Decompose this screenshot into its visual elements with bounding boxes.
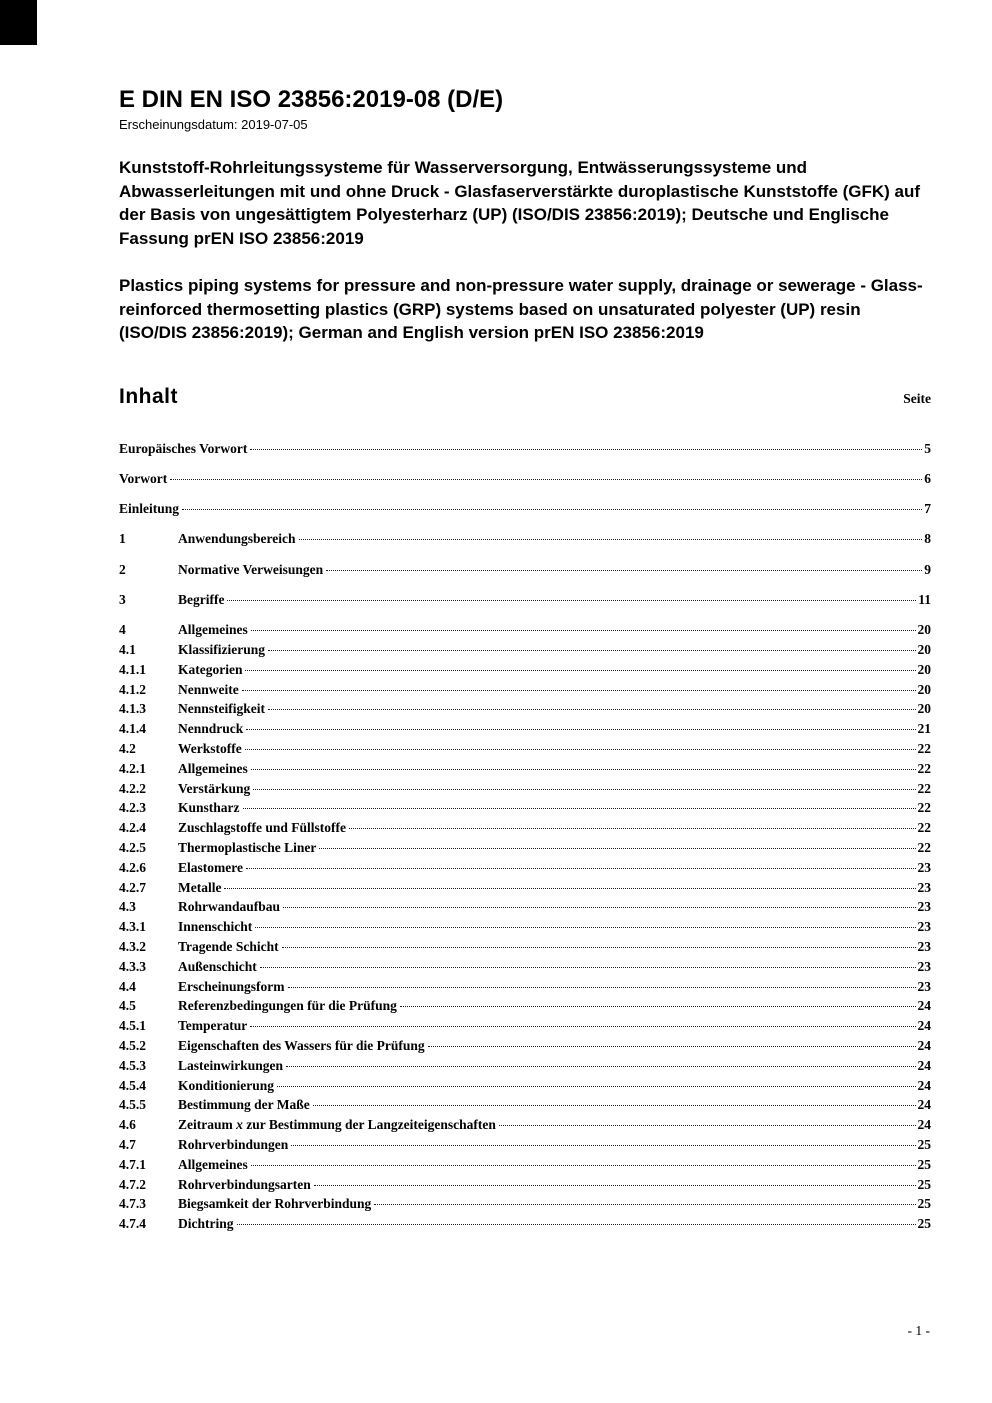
toc-entry-number: 2	[119, 561, 126, 577]
toc-header	[119, 385, 931, 409]
toc-entry-title: Referenzbedingungen für die Prüfung	[178, 998, 397, 1014]
toc-leader-dots	[243, 808, 916, 809]
toc-entry	[119, 798, 931, 818]
toc-entry-page: 23	[917, 958, 931, 974]
toc-entry-page: 20	[917, 681, 931, 697]
toc-entry	[119, 469, 931, 489]
toc-entry-title: Vorwort	[119, 470, 168, 486]
toc-entry	[119, 699, 931, 719]
toc-entry-page: 24	[917, 1117, 931, 1133]
toc-entry	[119, 1135, 931, 1155]
toc-entry-title: Europäisches Vorwort	[119, 440, 248, 456]
toc-entry-page: 22	[917, 780, 931, 796]
toc-leader-dots	[428, 1046, 916, 1047]
toc-entry-title: Verstärkung	[178, 780, 251, 796]
toc-entry	[119, 680, 931, 700]
toc-entry-number: 4.2.6	[119, 859, 146, 875]
toc-entry-title: Zeitraum x zur Bestimmung der Langzeiteigenschaften	[178, 1117, 496, 1133]
toc-entry	[119, 957, 931, 977]
toc-entry-page: 23	[917, 859, 931, 875]
toc-entry-title: Rohrverbindungen	[178, 1137, 289, 1152]
toc-entry-page: 24	[917, 1097, 931, 1113]
toc-entry	[119, 1194, 931, 1214]
toc-leader-dots	[291, 1145, 915, 1146]
toc-entry-number: 1	[119, 531, 126, 547]
toc-entry-page: 21	[917, 721, 931, 737]
corner-mark	[0, 0, 37, 45]
toc-leader-dots	[245, 670, 915, 671]
toc-entry-number: 4.7.3	[119, 1196, 146, 1212]
toc-leader-dots	[253, 789, 915, 790]
toc-entry-page: 25	[917, 1156, 931, 1172]
title-german: Kunststoff-Rohrleitungssysteme für Wasserversorgung, Entwässerungssysteme und Abwasserleitungen mit und ohne Druck - Glasfaserverstärkte duroplastische Kunststoffe (GFK) auf der Basis von ungesättigtem Polyesterharz (UP) (ISO/DIS 23856:2019); Deutsche und Englische Fassung prEN ISO 23856:2019	[119, 158, 921, 248]
toc-entry	[119, 858, 931, 878]
toc-entry	[119, 719, 931, 739]
toc-entry-title: Thermoplastische Liner	[178, 840, 317, 856]
toc-entry-number: 4.1.1	[119, 661, 146, 677]
toc-entry-title: Lasteinwirkungen	[178, 1057, 284, 1073]
toc-entry-number: 4.1.2	[119, 681, 146, 697]
toc-leader-dots	[224, 888, 915, 889]
toc-entry-number: 4.1.3	[119, 701, 146, 717]
release-date: Erscheinungsdatum: 2019-07-05	[119, 117, 308, 132]
toc-entry-number: 4.5	[119, 998, 136, 1014]
toc-entry-number: 4.5.2	[119, 1038, 146, 1054]
title-english: Plastics piping systems for pressure and non-pressure water supply, drainage or sewerage - Glass-reinforced thermosetting plastics (GRP) systems based on unsaturated polyester (UP) resin (ISO/DIS 23856:2019); German and English version prEN ISO 23856:2019	[119, 276, 923, 342]
toc-entry-number: 4.7.1	[119, 1156, 146, 1172]
toc-entry-number: 4.2.5	[119, 840, 146, 856]
toc-entry-page: 20	[917, 701, 931, 717]
toc-entry-title: Begriffe	[178, 591, 225, 607]
toc-leader-dots	[251, 630, 916, 631]
toc-entry-title: Dichtring	[178, 1216, 234, 1232]
toc-entry-title: Allgemeines	[178, 1156, 248, 1172]
toc-entry-title: Außenschicht	[178, 958, 257, 974]
toc-entry	[119, 620, 931, 640]
toc-entry-number: 4.3.1	[119, 919, 146, 935]
toc-entry-page: 22	[917, 800, 931, 816]
toc-entry-title: Allgemeines	[178, 760, 248, 776]
toc-entry-title: Tragende Schicht	[178, 939, 279, 955]
toc-entry-page: 22	[917, 741, 931, 757]
toc-entry	[119, 996, 931, 1016]
toc-entry-number: 4.4	[119, 978, 136, 994]
toc-entry-number: 4.2.7	[119, 879, 146, 895]
toc-entry	[119, 529, 931, 549]
toc-entry	[119, 759, 931, 779]
toc-entry-number: 4.3.3	[119, 958, 146, 974]
toc-page-column-label: Seite	[903, 390, 931, 406]
toc-entry-title: Biegsamkeit der Rohrverbindung	[178, 1196, 372, 1212]
toc-entry-title: Bestimmung der Maße	[178, 1097, 310, 1113]
toc-entry	[119, 1076, 931, 1096]
toc-entry	[119, 1175, 931, 1195]
toc-entry-page: 25	[917, 1137, 931, 1152]
toc-entry-title: Nennweite	[178, 681, 239, 697]
toc-leader-dots	[314, 1185, 916, 1186]
toc-entry	[119, 499, 931, 519]
toc-leader-dots	[499, 1125, 916, 1126]
toc-entry-number: 4.6	[119, 1117, 136, 1133]
toc-entry-page: 23	[917, 939, 931, 955]
toc-entry-number: 4.7.2	[119, 1176, 146, 1192]
toc-entry-title: Klassifizierung	[178, 642, 265, 658]
toc-leader-dots	[237, 1224, 916, 1225]
toc-entry	[119, 1214, 931, 1234]
toc-leader-dots	[288, 987, 916, 988]
toc-entry	[119, 878, 931, 898]
toc-entry	[119, 1155, 931, 1175]
toc-leader-dots	[319, 848, 915, 849]
toc-entry	[119, 1115, 931, 1135]
toc-entry-page: 24	[917, 1077, 931, 1093]
toc-entry-number: 4.1	[119, 642, 136, 658]
toc-leader-dots	[255, 927, 915, 928]
toc-leader-dots	[251, 769, 916, 770]
toc-entry-title: Nenndruck	[178, 721, 244, 737]
toc-leader-dots	[349, 828, 915, 829]
toc-entry-title: Elastomere	[178, 859, 243, 875]
toc-leader-dots	[260, 967, 916, 968]
toc-leader-dots	[282, 947, 916, 948]
table-of-contents	[119, 439, 931, 1234]
toc-leader-dots	[326, 570, 922, 571]
toc-entry-title: Eigenschaften des Wassers für die Prüfung	[178, 1038, 425, 1054]
toc-entry-page: 22	[917, 820, 931, 836]
toc-entry	[119, 917, 931, 937]
toc-entry-number: 4.2.3	[119, 800, 146, 816]
toc-entry-title: Konditionierung	[178, 1077, 275, 1093]
toc-entry-number: 3	[119, 591, 126, 607]
toc-entry-page: 20	[917, 661, 931, 677]
toc-entry-title: Kunstharz	[178, 800, 240, 816]
toc-entry-title: Innenschicht	[178, 919, 253, 935]
toc-entry	[119, 1016, 931, 1036]
toc-entry	[119, 937, 931, 957]
toc-leader-dots	[283, 907, 915, 908]
toc-entry	[119, 1095, 931, 1115]
toc-heading: Inhalt	[119, 384, 178, 408]
toc-entry-title: Temperatur	[178, 1018, 248, 1034]
toc-entry-page: 24	[917, 1057, 931, 1073]
toc-entry-page: 25	[917, 1176, 931, 1192]
toc-leader-dots	[313, 1105, 916, 1106]
document-number-title: E DIN EN ISO 23856:2019-08 (D/E)	[119, 86, 504, 113]
toc-leader-dots	[268, 709, 916, 710]
toc-leader-dots	[182, 509, 922, 510]
toc-entry-title: Erscheinungsform	[178, 978, 285, 994]
toc-entry-number: 4.2.4	[119, 820, 146, 836]
toc-leader-dots	[400, 1006, 916, 1007]
toc-entry-number: 4.2.2	[119, 780, 146, 796]
toc-entry-title: Allgemeines	[178, 622, 248, 638]
toc-entry	[119, 1036, 931, 1056]
toc-leader-dots	[242, 690, 916, 691]
toc-entry-title: Einleitung	[119, 501, 180, 517]
toc-entry-title: Metalle	[178, 879, 222, 895]
toc-entry-number: 4	[119, 622, 126, 638]
toc-entry-page: 22	[917, 760, 931, 776]
page-content	[119, 0, 931, 1234]
toc-entry-page: 23	[917, 879, 931, 895]
toc-entry	[119, 897, 931, 917]
toc-leader-dots	[245, 749, 916, 750]
toc-entry-page: 23	[917, 899, 931, 915]
toc-entry-page: 11	[918, 591, 931, 607]
toc-entry-page: 20	[917, 642, 931, 658]
toc-entry-page: 9	[924, 561, 931, 577]
toc-leader-dots	[277, 1086, 915, 1087]
toc-entry	[119, 739, 931, 759]
toc-entry	[119, 779, 931, 799]
toc-entry-number: 4.5.4	[119, 1077, 146, 1093]
toc-leader-dots	[374, 1204, 915, 1205]
toc-entry-page: 20	[917, 622, 931, 638]
toc-leader-dots	[250, 1026, 915, 1027]
toc-entry-number: 4.5.5	[119, 1097, 146, 1113]
toc-entry	[119, 439, 931, 459]
toc-entry-title: Anwendungsbereich	[178, 531, 296, 547]
toc-entry	[119, 977, 931, 997]
toc-entry	[119, 818, 931, 838]
toc-entry-page: 23	[917, 978, 931, 994]
toc-leader-dots	[227, 600, 916, 601]
toc-leader-dots	[251, 1165, 916, 1166]
toc-leader-dots	[268, 650, 916, 651]
toc-entry	[119, 590, 931, 610]
toc-entry	[119, 560, 931, 580]
toc-leader-dots	[299, 539, 923, 540]
toc-entry-number: 4.1.4	[119, 721, 146, 737]
toc-entry-title: Zuschlagstoffe und Füllstoffe	[178, 820, 347, 836]
toc-entry-number: 4.5.1	[119, 1018, 146, 1034]
toc-entry-page: 5	[924, 440, 931, 456]
toc-entry-page: 25	[917, 1196, 931, 1212]
toc-entry-title: Kategorien	[178, 661, 243, 677]
toc-entry-title: Normative Verweisungen	[178, 561, 324, 577]
toc-entry-page: 24	[917, 1018, 931, 1034]
toc-entry	[119, 640, 931, 660]
toc-entry-page: 7	[924, 501, 931, 517]
toc-entry-number: 4.3	[119, 899, 136, 915]
toc-entry-title: Rohrverbindungsarten	[178, 1176, 311, 1192]
toc-entry-title: Nennsteifigkeit	[178, 701, 265, 717]
toc-entry-number: 4.3.2	[119, 939, 146, 955]
toc-entry-number: 4.5.3	[119, 1057, 146, 1073]
toc-leader-dots	[250, 449, 922, 450]
toc-leader-dots	[246, 868, 916, 869]
toc-entry-page: 22	[917, 840, 931, 856]
toc-leader-dots	[246, 729, 915, 730]
toc-entry-page: 23	[917, 919, 931, 935]
toc-entry-page: 24	[917, 1038, 931, 1054]
toc-leader-dots	[286, 1066, 915, 1067]
toc-entry	[119, 838, 931, 858]
toc-entry-title: Werkstoffe	[178, 741, 242, 757]
toc-entry-number: 4.2.1	[119, 760, 146, 776]
toc-entry-page: 6	[924, 470, 931, 486]
toc-entry	[119, 1056, 931, 1076]
toc-entry-page: 24	[917, 998, 931, 1014]
toc-entry-number: 4.7.4	[119, 1216, 146, 1232]
page-number-footer: - 1 -	[907, 1323, 930, 1338]
toc-entry-number: 4.7	[119, 1137, 136, 1152]
toc-entry-number: 4.2	[119, 741, 136, 757]
toc-leader-dots	[170, 479, 922, 480]
toc-entry-page: 8	[924, 531, 931, 547]
toc-entry-page: 25	[917, 1216, 931, 1232]
toc-entry-title: Rohrwandaufbau	[178, 899, 281, 915]
toc-entry	[119, 660, 931, 680]
